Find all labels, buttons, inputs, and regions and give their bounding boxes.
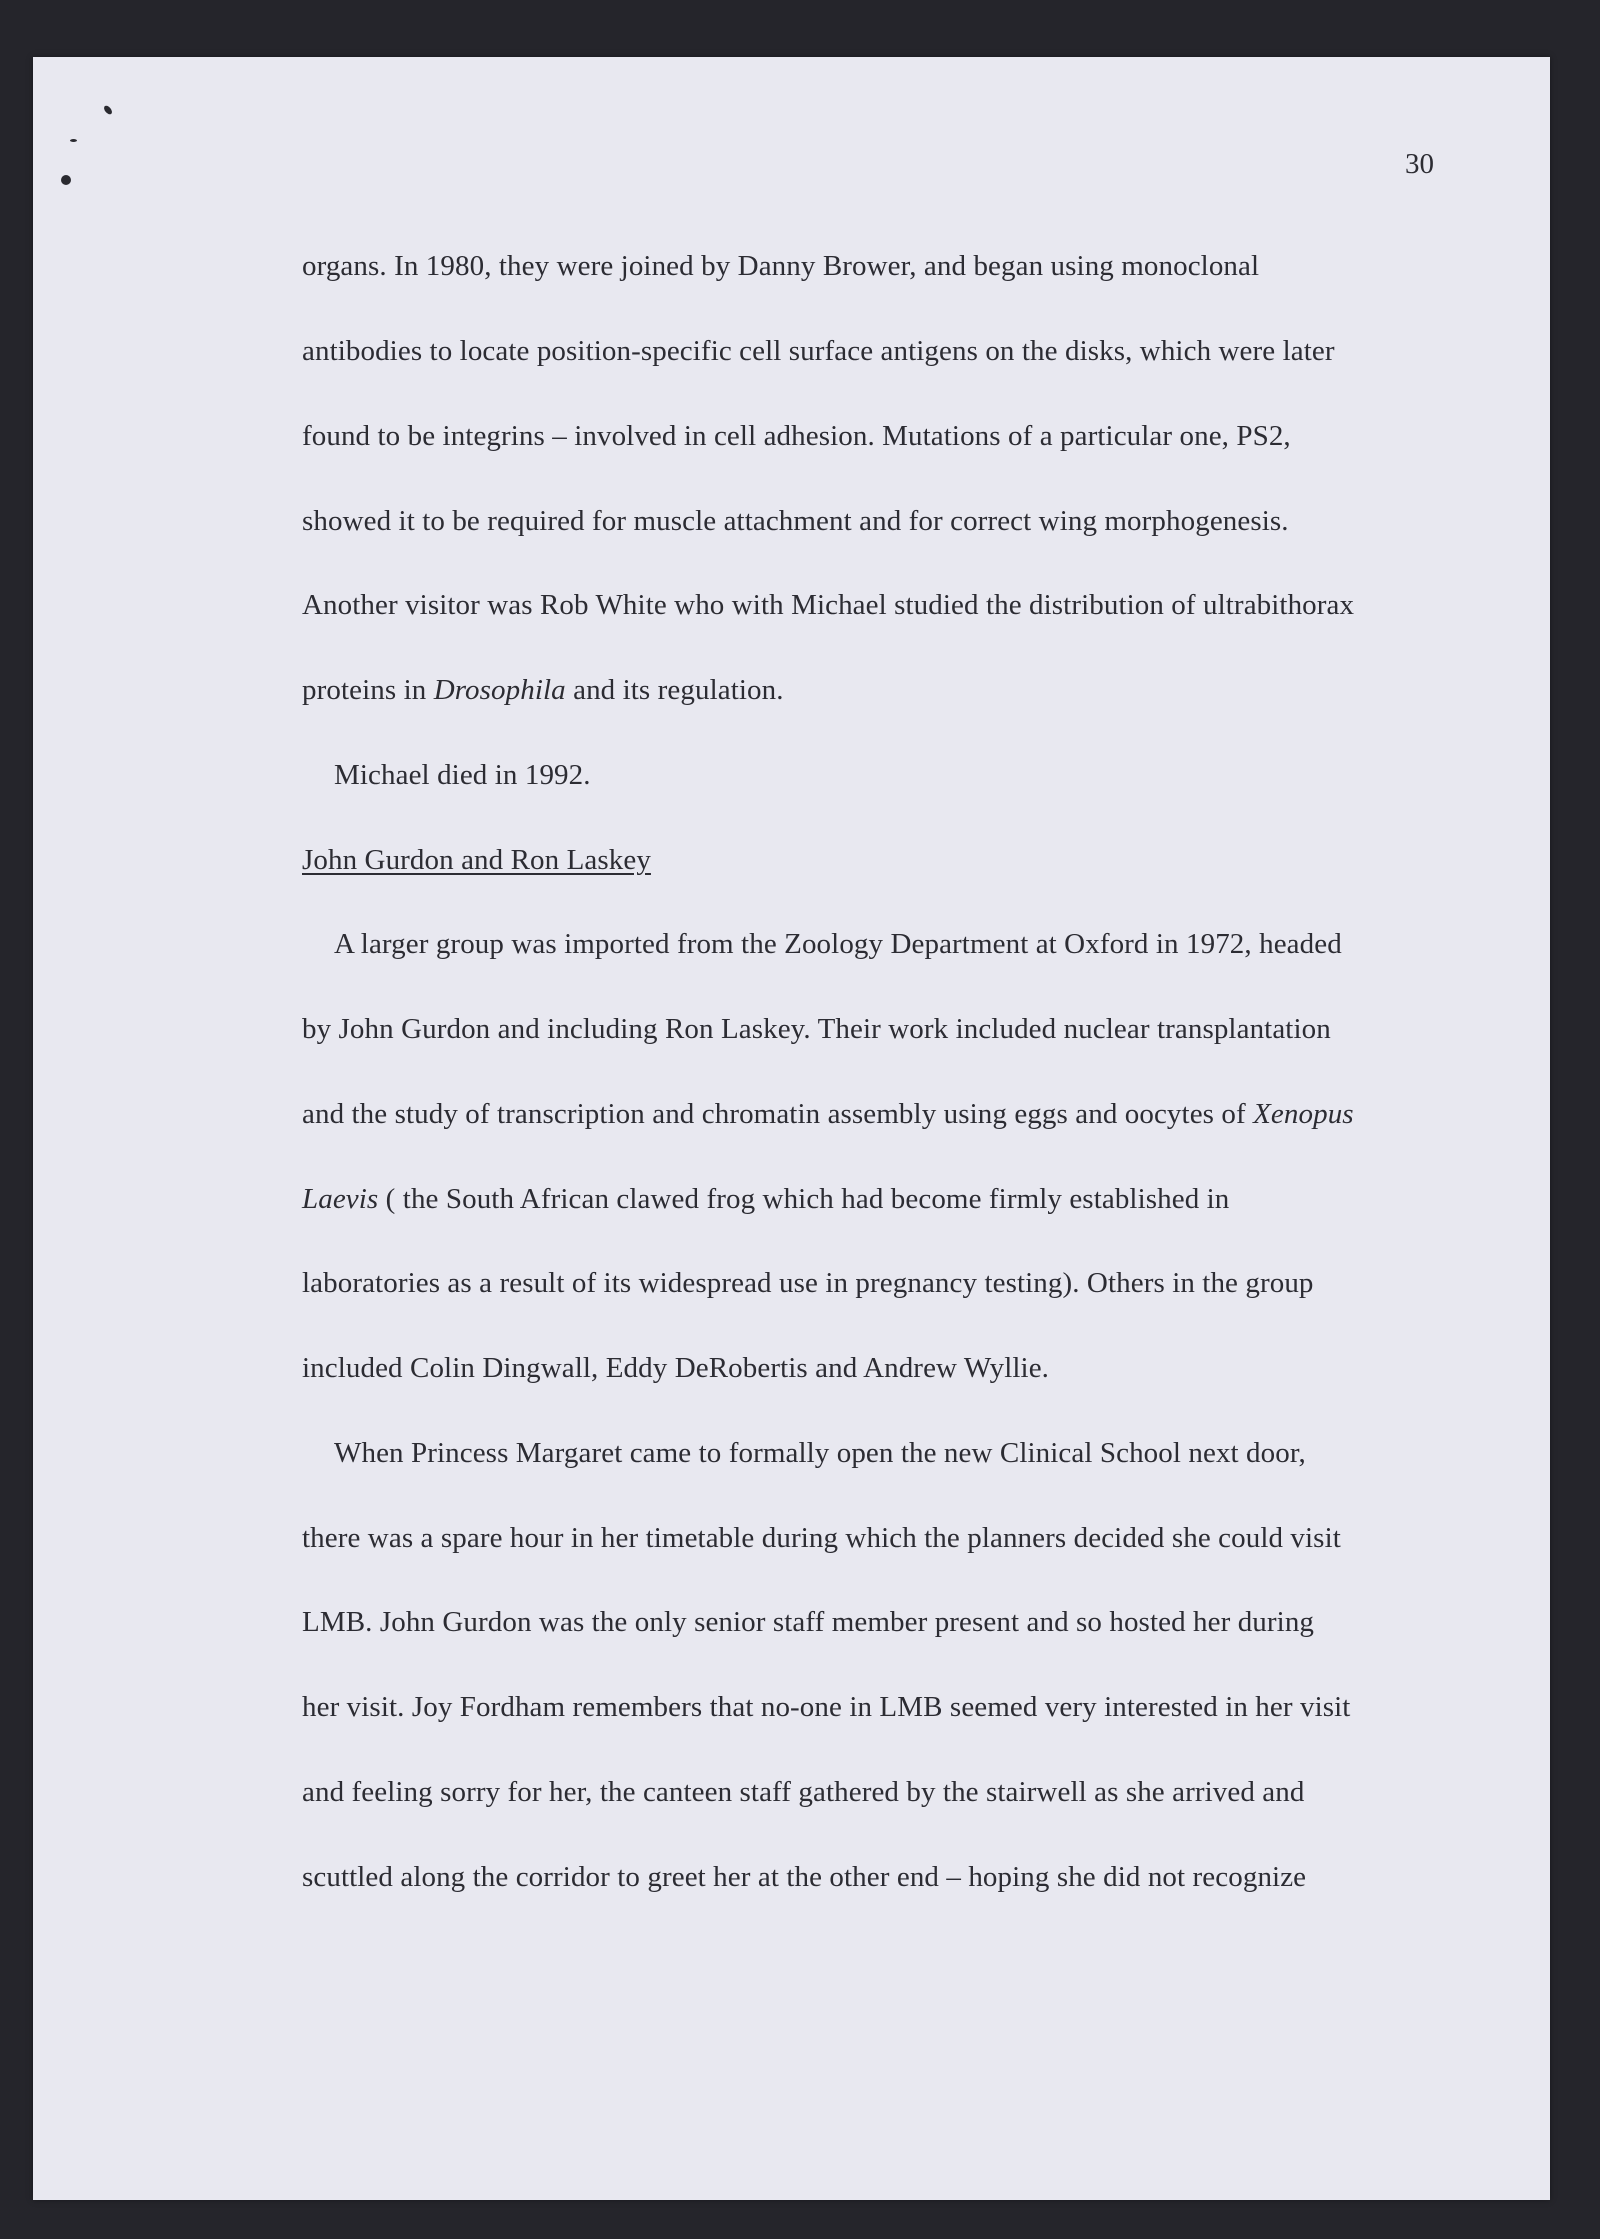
- text-line: Another visitor was Rob White who with Michael studied the distribution of ultrabithorax: [302, 589, 1355, 621]
- text-line: organs. In 1980, they were joined by Danny Brower, and began using monoclonal: [302, 250, 1260, 282]
- species-name: Laevis: [302, 1183, 379, 1215]
- section-heading: John Gurdon and Ron Laskey: [302, 844, 651, 876]
- paragraph-line: When Princess Margaret came to formally open the new Clinical School next door,: [334, 1437, 1306, 1469]
- species-name: Drosophila: [433, 674, 566, 706]
- page-number: 30: [1405, 148, 1434, 180]
- text-line: scuttled along the corridor to greet her at the other end – hoping she did not recognize: [302, 1861, 1307, 1893]
- text-line: Laevis ( the South African clawed frog which had become firmly established in: [302, 1183, 1230, 1215]
- text-line: LMB. John Gurdon was the only senior staff member present and so hosted her during: [302, 1606, 1315, 1638]
- text-line: and feeling sorry for her, the canteen staff gathered by the stairwell as she arrived and: [302, 1776, 1305, 1808]
- text-line: her visit. Joy Fordham remembers that no-one in LMB seemed very interested in her visit: [302, 1691, 1351, 1723]
- paragraph-line: A larger group was imported from the Zoology Department at Oxford in 1972, headed: [334, 928, 1342, 960]
- text-line: proteins in Drosophila and its regulation.: [302, 674, 784, 706]
- paragraph-line: Michael died in 1992.: [334, 759, 591, 791]
- text-line: found to be integrins – involved in cell adhesion. Mutations of a particular one, PS2,: [302, 420, 1291, 452]
- text-line: laboratories as a result of its widespread use in pregnancy testing). Others in the group: [302, 1267, 1314, 1299]
- text-line: and the study of transcription and chromatin assembly using eggs and oocytes of Xenopus: [302, 1098, 1354, 1130]
- text-line: antibodies to locate position-specific cell surface antigens on the disks, which were later: [302, 335, 1335, 367]
- text-line: included Colin Dingwall, Eddy DeRobertis and Andrew Wyllie.: [302, 1352, 1050, 1384]
- text-line: there was a spare hour in her timetable during which the planners decided she could visit: [302, 1522, 1341, 1554]
- species-name: Xenopus: [1253, 1098, 1354, 1130]
- text-line: showed it to be required for muscle attachment and for correct wing morphogenesis.: [302, 505, 1289, 537]
- text-line: by John Gurdon and including Ron Laskey. Their work included nuclear transplantation: [302, 1013, 1331, 1045]
